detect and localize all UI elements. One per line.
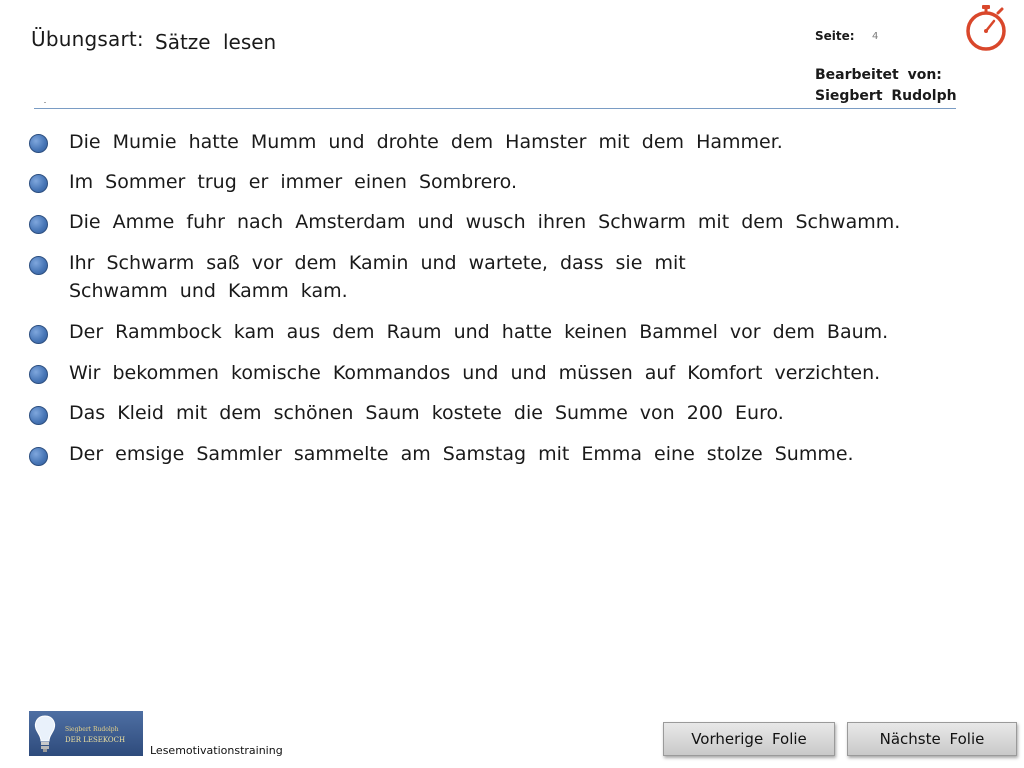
page-label: Seite: <box>815 29 855 43</box>
sentence-text: Die Mumie hatte Mumm und drohte dem Hamster mit dem Hammer. <box>69 131 783 153</box>
bullet-icon[interactable] <box>29 256 48 275</box>
logo-author: Siegbert Rudolph <box>65 726 119 733</box>
logo-title: DER LESEKOCH <box>65 736 126 744</box>
bullet-icon[interactable] <box>29 406 48 425</box>
bullet-icon[interactable] <box>29 325 48 344</box>
sentence-text: Die Amme fuhr nach Amsterdam und wusch ihren Schwarm mit dem Schwamm. <box>69 211 901 233</box>
author-label: Bearbeitet von: <box>815 67 942 83</box>
previous-slide-button[interactable]: Vorherige Folie <box>663 722 835 756</box>
exercise-type-value: Sätze lesen <box>155 30 277 54</box>
bullet-icon[interactable] <box>29 174 48 193</box>
footer-label: Lesemotivationstraining <box>150 744 283 757</box>
bullet-icon[interactable] <box>29 134 48 153</box>
author-name: Siegbert Rudolph <box>815 88 957 104</box>
next-slide-button[interactable]: Nächste Folie <box>847 722 1017 756</box>
sentence-text: Das Kleid mit dem schönen Saum kostete die Summe von 200 Euro. <box>69 402 784 424</box>
sentence-text-continued: Schwamm und Kamm kam. <box>69 280 348 302</box>
bullet-icon[interactable] <box>29 447 48 466</box>
sentence-text: Der Rammbock kam aus dem Raum und hatte keinen Bammel vor dem Baum. <box>69 321 889 343</box>
sentence-text: Im Sommer trug er immer einen Sombrero. <box>69 171 518 193</box>
lightbulb-icon <box>33 714 57 754</box>
page-number: 4 <box>872 31 879 42</box>
exercise-type-label: Übungsart: <box>31 27 144 51</box>
bullet-icon[interactable] <box>29 215 48 234</box>
sentence-text: Der emsige Sammler sammelte am Samstag mit Emma eine stolze Summe. <box>69 443 854 465</box>
leseklub-logo <box>29 711 143 756</box>
sentence-text: Wir bekommen komische Kommandos und und müssen auf Komfort verzichten. <box>69 362 881 384</box>
bullet-icon[interactable] <box>29 365 48 384</box>
sentence-text: Ihr Schwarm saß vor dem Kamin und wartete, dass sie mit <box>69 252 686 274</box>
